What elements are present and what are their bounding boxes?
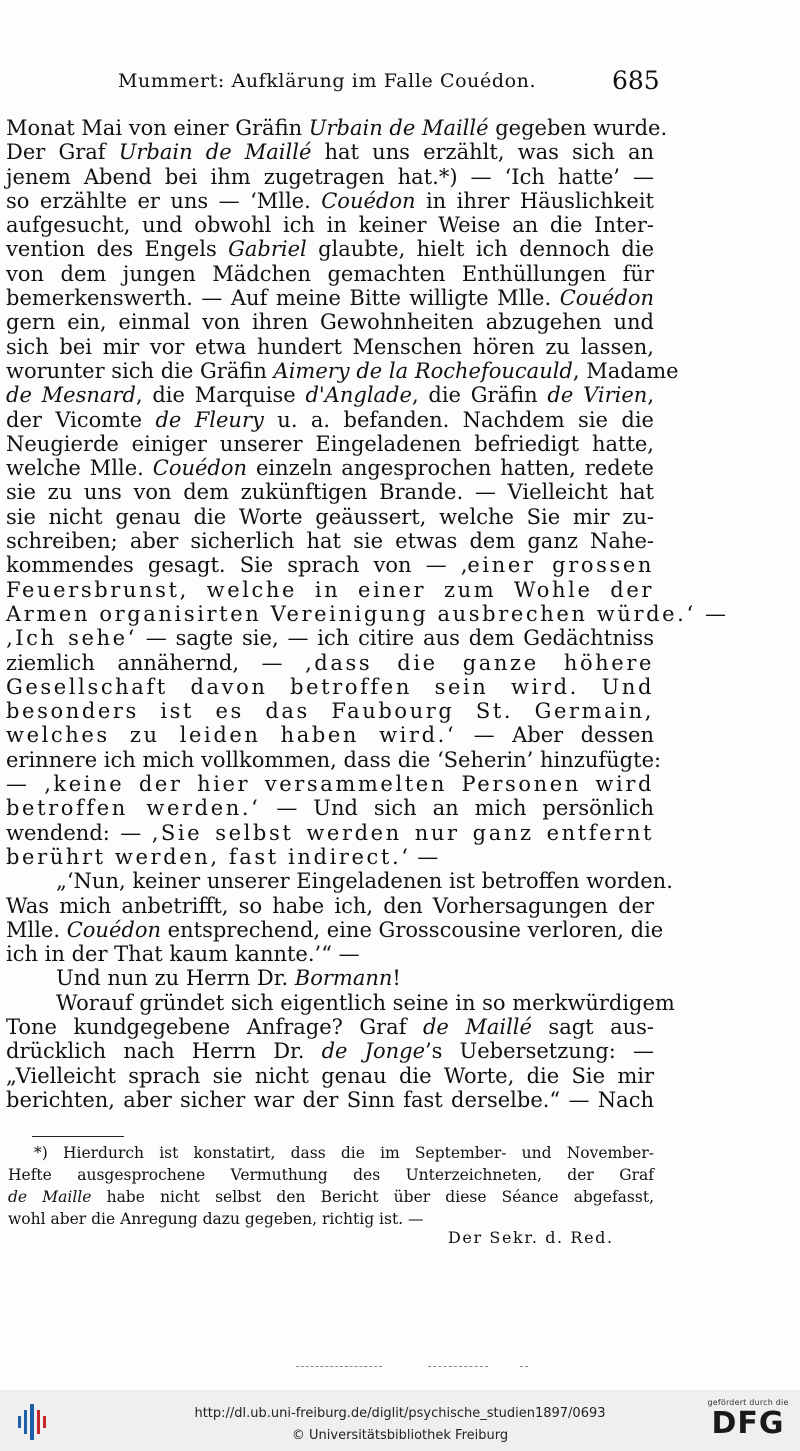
text-line: von dem jungen Mädchen gemachten Enthüllungen für: [6, 261, 654, 286]
text-line: der Vicomte de Fleury u. a. befanden. Nachdem sie die: [6, 407, 654, 432]
text-line: jenem Abend bei ihm zugetragen hat.*) — ‘Ich hatte’ —: [6, 164, 654, 189]
footnote-line: de Maille habe nicht selbst den Bericht über diese Séance abgefasst,: [8, 1188, 654, 1206]
text-line: Worauf gründet sich eigentlich seine in so merkwürdigem: [56, 990, 675, 1015]
footnote-line: Hefte ausgesprochene Vermuthung des Unterzeichneten, der Graf: [8, 1166, 654, 1184]
text-line: bemerkenswerth. — Auf meine Bitte willigte Mlle. Couédon: [6, 286, 654, 311]
text-line: aufgesucht, und obwohl ich in keiner Weise an die Inter-: [6, 213, 654, 238]
text-line: Was mich anbetrifft, so habe ich, den Vorhersagungen der: [6, 893, 654, 918]
text-line: Der Graf Urbain de Maillé hat uns erzählt, was sich an: [6, 140, 654, 165]
text-line: berührt werden, fast indirect.‘ —: [6, 844, 439, 869]
text-line: sich bei mir vor etwa hundert Menschen hören zu lassen,: [6, 334, 654, 359]
text-line: betroffen werden.‘ — Und sich an mich persönlich: [6, 796, 655, 821]
text-line: Neugierde einiger unserer Eingeladenen befriedigt hatte,: [6, 431, 654, 456]
footnote-line: wohl aber die Anregung dazu gegeben, richtig ist. —: [8, 1210, 424, 1228]
text-line: erinnere ich mich vollkommen, dass die ‘Seherin’ hinzufügte:: [6, 747, 662, 772]
page-url[interactable]: http://dl.ub.uni-freiburg.de/diglit/psychische_studien1897/0693: [194, 1406, 606, 1421]
text-line: so erzählte er uns — ‘Mlle. Couédon in ihrer Häuslichkeit: [6, 188, 654, 213]
text-line: berichten, aber sicher war der Sinn fast derselbe.“ — Nach: [6, 1087, 654, 1112]
text-line: ‚Ich sehe‘ — sagte sie, — ich citire aus dem Gedächtniss: [6, 626, 654, 651]
text-line: vention des Engels Gabriel glaubte, hielt ich dennoch die: [6, 237, 654, 262]
footnote-signature: Der Sekr. d. Red.: [448, 1228, 614, 1247]
text-line: drücklich nach Herrn Dr. de Jonge’s Uebersetzung: —: [6, 1039, 654, 1064]
text-line: kommendes gesagt. Sie sprach von — ‚einer grossen: [6, 553, 654, 578]
text-line: Monat Mai von einer Gräfin Urbain de Maillé gegeben wurde.: [6, 116, 668, 140]
text-line: Und nun zu Herrn Dr. Bormann!: [56, 966, 401, 991]
text-line: — ‚keine der hier versammelten Personen wird: [6, 772, 654, 797]
dfg-logo-text: DFG: [711, 1406, 785, 1441]
text-line: sie zu uns von dem zukünftigen Brande. — Vielleicht hat: [6, 480, 654, 505]
page-number: 685: [612, 66, 660, 95]
dfg-logo: [702, 1398, 794, 1446]
page-header: [0, 66, 800, 96]
text-line: Feuersbrunst, welche in einer zum Wohle der: [6, 577, 654, 602]
text-line: worunter sich die Gräfin Aimery de la Rochefoucauld, Madame: [6, 358, 679, 383]
text-line: Tone kundgegebene Anfrage? Graf de Maillé sagt aus-: [6, 1014, 655, 1039]
scan-artifact-marks: [0, 1366, 800, 1370]
text-line: gern ein, einmal von ihren Gewohnheiten abzugehen und: [6, 310, 654, 335]
footnotes: [8, 1142, 654, 1230]
running-title: Mummert: Aufklärung im Falle Couédon.: [118, 70, 537, 92]
text-line: de Mesnard, die Marquise d'Anglade, die Gräfin de Virien,: [6, 383, 654, 408]
text-line: Mlle. Couédon entsprechend, eine Grosscousine verloren, die: [6, 917, 664, 942]
text-line: besonders ist es das Faubourg St. Germain,: [6, 699, 654, 724]
body-text: [6, 116, 729, 1112]
text-line: ich in der That kaum kannte.’“ —: [6, 942, 360, 967]
text-line: „‘Nun, keiner unserer Eingeladenen ist betroffen worden.: [56, 869, 673, 894]
text-line: ziemlich annähernd, — ‚dass die ganze höhere: [6, 650, 655, 675]
text-line: schreiben; aber sicherlich hat sie etwas dem ganz Nahe-: [6, 529, 654, 554]
footnote-rule: [32, 1136, 124, 1137]
viewer-footer: [0, 1390, 800, 1451]
copyright-notice: © Universitätsbibliothek Freiburg: [291, 1428, 509, 1443]
text-line: sie nicht genau die Worte geäussert, welche Sie mir zu-: [6, 504, 654, 529]
text-line: Gesellschaft davon betroffen sein wird. Und: [6, 674, 654, 699]
footnote-line: *) Hierdurch ist konstatirt, dass die im September- und November-: [34, 1144, 654, 1162]
dfg-funding-note: gefördert durch die: [707, 1398, 789, 1407]
text-line: welche Mlle. Couédon einzeln angesprochen hatten, redete: [6, 456, 654, 481]
text-line: Armen organisirten Vereinigung ausbrechen würde.‘ —: [6, 601, 729, 626]
text-line: welches zu leiden haben wird.‘ — Aber dessen: [6, 723, 654, 748]
text-line: „Vielleicht sprach sie nicht genau die Worte, die Sie mir: [6, 1063, 654, 1088]
text-line: wendend: — ‚Sie selbst werden nur ganz entfernt: [6, 820, 654, 845]
